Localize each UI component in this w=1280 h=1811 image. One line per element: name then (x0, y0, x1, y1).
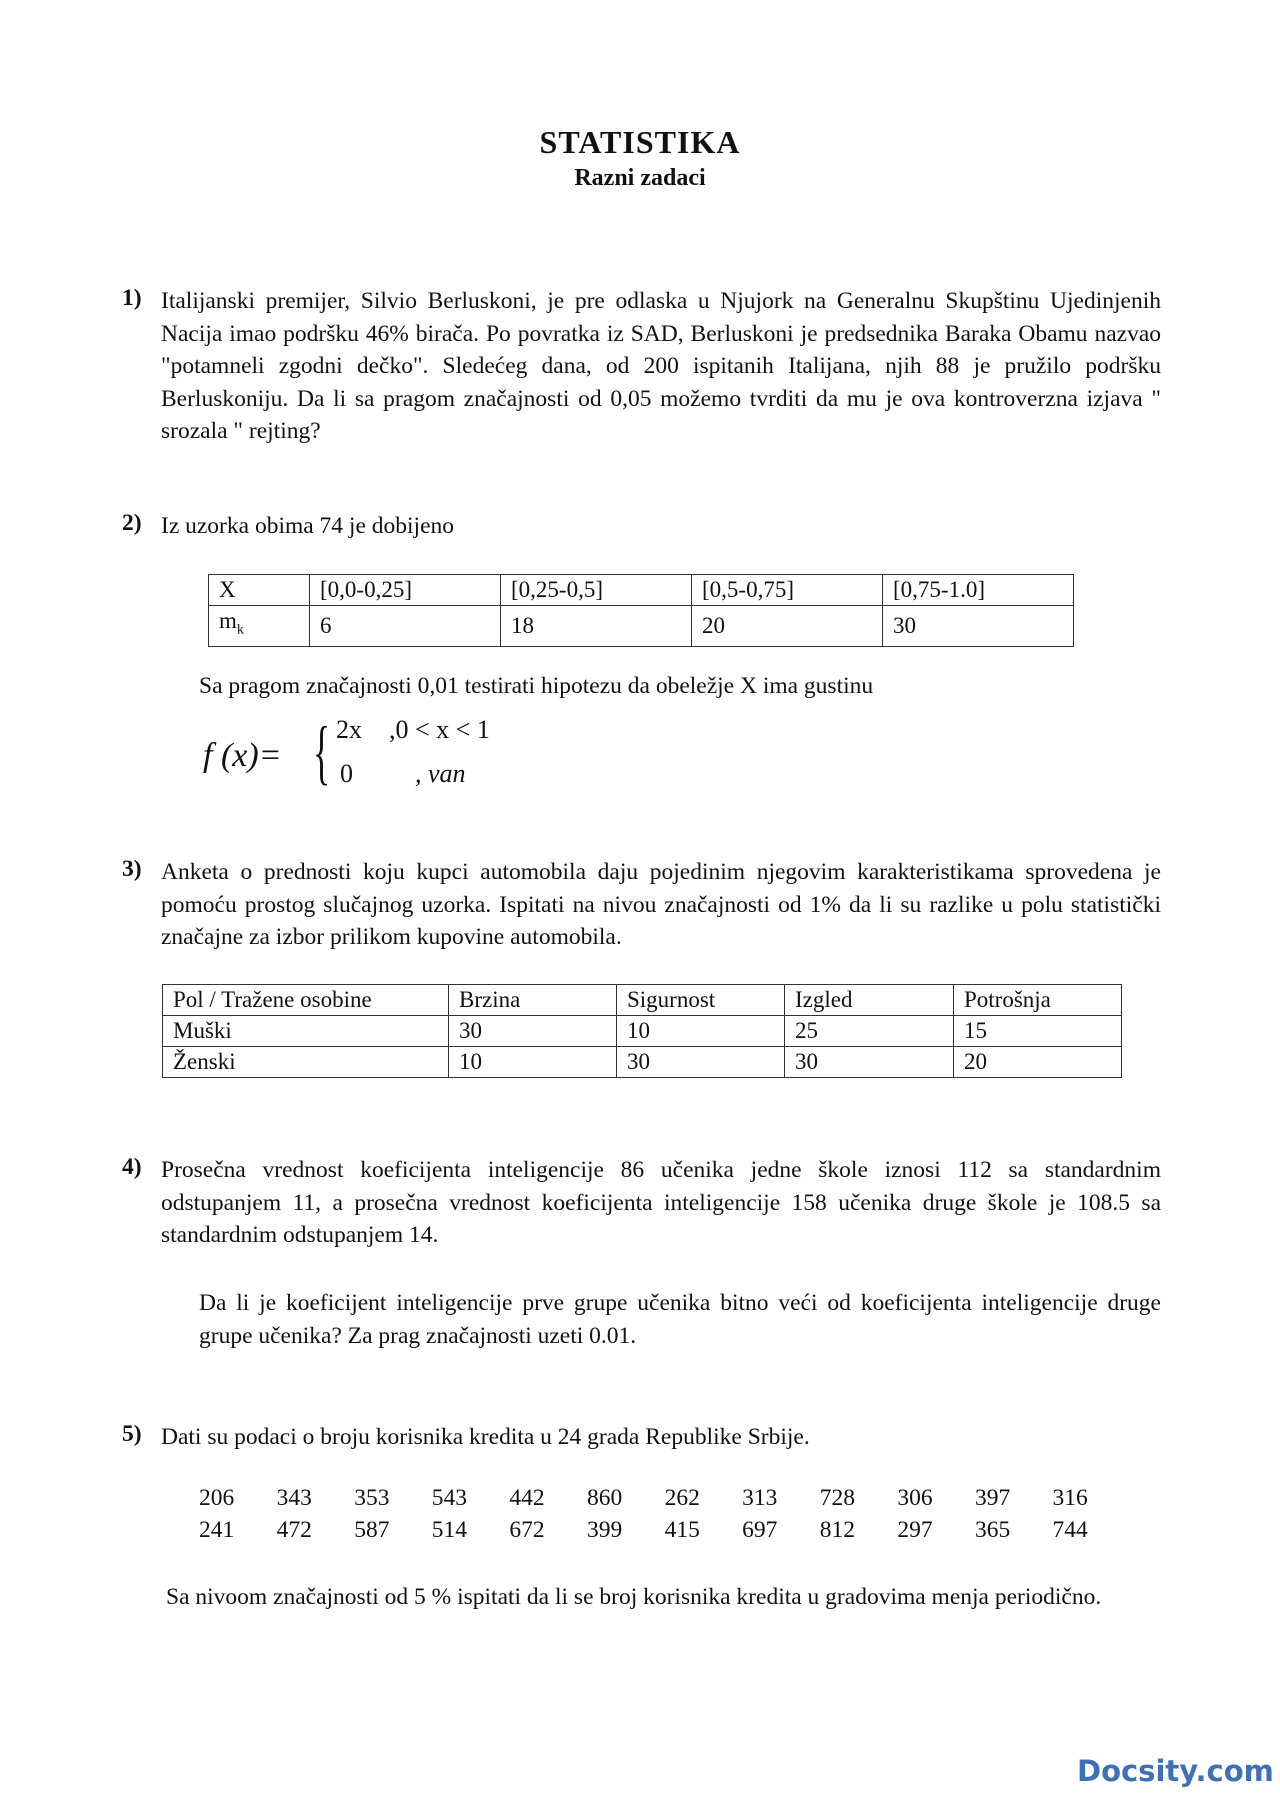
data-value: 728 (819, 1485, 855, 1511)
table-cell: 30 (449, 1016, 617, 1047)
case1-value: 2x (336, 715, 362, 744)
table-header-cell: Sigurnost (617, 985, 785, 1016)
table-header-cell: Izgled (785, 985, 954, 1016)
table-cell: 18 (501, 606, 692, 647)
q3-text: Anketa o prednosti koju kupci automobila daju pojedinim njegovim karakteristikama sprovedena je pomoću prostog slučajnog uzorka. Ispitati na nivou značajnosti od 1% da li su razlike u polu statistički značajne za izbor prilikom kupovine automobila. (161, 859, 1161, 950)
page-title: STATISTIKA (539, 124, 741, 160)
formula-lhs: f (x)= (203, 737, 282, 774)
q5-text2: Sa nivoom značajnosti od 5 % ispitati da li se broj korisnika kredita u gradovima menja periodično. (166, 1584, 1102, 1610)
data-value: 860 (586, 1485, 623, 1511)
case1-condition: ,0 < x < 1 (389, 715, 490, 744)
table-row (209, 575, 1074, 606)
table-header-row (163, 985, 1122, 1016)
docsity-logo[interactable]: Docsity.com (1077, 1754, 1274, 1788)
data-value: 241 (199, 1517, 235, 1543)
data-value: 313 (742, 1485, 778, 1511)
table-cell: 15 (954, 1016, 1122, 1047)
table-cell: 30 (883, 606, 1074, 647)
table-cell: 20 (692, 606, 883, 647)
data-value: 343 (276, 1485, 312, 1511)
q1-number: 1) (122, 285, 142, 311)
data-value: 206 (199, 1485, 235, 1511)
q1-text: Italijanski premijer, Silvio Berluskoni, je pre odlaska u Njujork na Generalnu Skupštinu Ujedinjenih Nacija imao podršku 46% birača. Po povratka iz SAD, Berluskoni je predsednika Baraka Obamu nazvao "potamneli zgodni dečko". Sledećeg dana, od 200 ispitanih Italijana, njih 88 je pružilo podršku Berluskoniju. Da li sa pragom značajnosti od 0,05 možemo tvrditi da mu je ova kontroverzna izjava " srozala " rejting? (161, 288, 1161, 444)
data-value: 812 (819, 1517, 855, 1543)
preference-table (162, 984, 1122, 1078)
table-cell: 30 (785, 1047, 954, 1078)
data-value: 472 (276, 1517, 312, 1543)
case2-condition: , van (415, 759, 466, 788)
table-cell: 30 (617, 1047, 785, 1078)
table-cell: 20 (954, 1047, 1122, 1078)
data-value: 415 (664, 1517, 700, 1543)
data-value: 316 (1052, 1485, 1088, 1511)
data-value: 514 (431, 1517, 468, 1543)
data-value: 262 (664, 1485, 700, 1511)
q2-number: 2) (122, 510, 142, 536)
table-cell: 6 (310, 606, 501, 647)
q5-number: 5) (122, 1421, 142, 1447)
table-header-cell: Pol / Tražene osobine (163, 985, 449, 1016)
data-row-2 (199, 1517, 1130, 1544)
table-row (163, 1047, 1122, 1078)
brace: { (313, 712, 331, 792)
table-row (209, 606, 1074, 647)
table-cell: X (209, 575, 310, 606)
table-header-cell: Potrošnja (954, 985, 1122, 1016)
table-cell: 25 (785, 1016, 954, 1047)
case2-value: 0 (340, 759, 353, 788)
q2-text: Iz uzorka obima 74 je dobijeno (161, 513, 455, 539)
table-cell: [0,0-0,25] (310, 575, 501, 606)
data-value: 672 (509, 1517, 545, 1543)
data-value: 697 (742, 1517, 778, 1543)
data-value: 353 (354, 1485, 390, 1511)
q4-number: 4) (122, 1154, 142, 1180)
data-value: 399 (586, 1517, 623, 1543)
table-cell: [0,25-0,5] (501, 575, 692, 606)
table-cell: Ženski (163, 1047, 449, 1078)
table-cell: Muški (163, 1016, 449, 1047)
data-row-1 (199, 1485, 1130, 1512)
table-row (163, 1016, 1122, 1047)
frequency-table (208, 574, 1074, 647)
data-value: 543 (431, 1485, 468, 1511)
table-cell (209, 606, 310, 647)
mk-label: m (219, 608, 237, 633)
q5-text: Dati su podaci o broju korisnika kredita u 24 grada Republike Srbije. (161, 1424, 810, 1450)
data-value: 397 (974, 1485, 1011, 1511)
data-value: 744 (1052, 1517, 1088, 1543)
data-value: 442 (509, 1485, 545, 1511)
table-cell: [0,5-0,75] (692, 575, 883, 606)
mk-subscript: k (236, 622, 244, 638)
page-subtitle: Razni zadaci (574, 165, 706, 191)
data-value: 297 (897, 1517, 933, 1543)
q3-number: 3) (122, 856, 142, 882)
data-value: 365 (974, 1517, 1011, 1543)
data-value: 306 (897, 1485, 933, 1511)
table-cell: 10 (449, 1047, 617, 1078)
table-cell: [0,75-1.0] (883, 575, 1074, 606)
table-cell: 10 (617, 1016, 785, 1047)
table-header-cell: Brzina (449, 985, 617, 1016)
q2-text2: Sa pragom značajnosti 0,01 testirati hipotezu da obeležje X ima gustinu (199, 673, 874, 699)
q4-text2: Da li je koeficijent inteligencije prve grupe učenika bitno veći od koeficijenta inteligencije druge grupe učenika? Za prag značajnosti uzeti 0.01. (199, 1290, 1161, 1349)
q4-text: Prosečna vrednost koeficijenta inteligencije 86 učenika jedne škole iznosi 112 sa standardnim odstupanjem 11, a prosečna vrednost koeficijenta inteligencije 158 učenika druge škole je 108.5 sa standardnim odstupanjem 14. (161, 1157, 1161, 1248)
data-value: 587 (354, 1517, 390, 1543)
